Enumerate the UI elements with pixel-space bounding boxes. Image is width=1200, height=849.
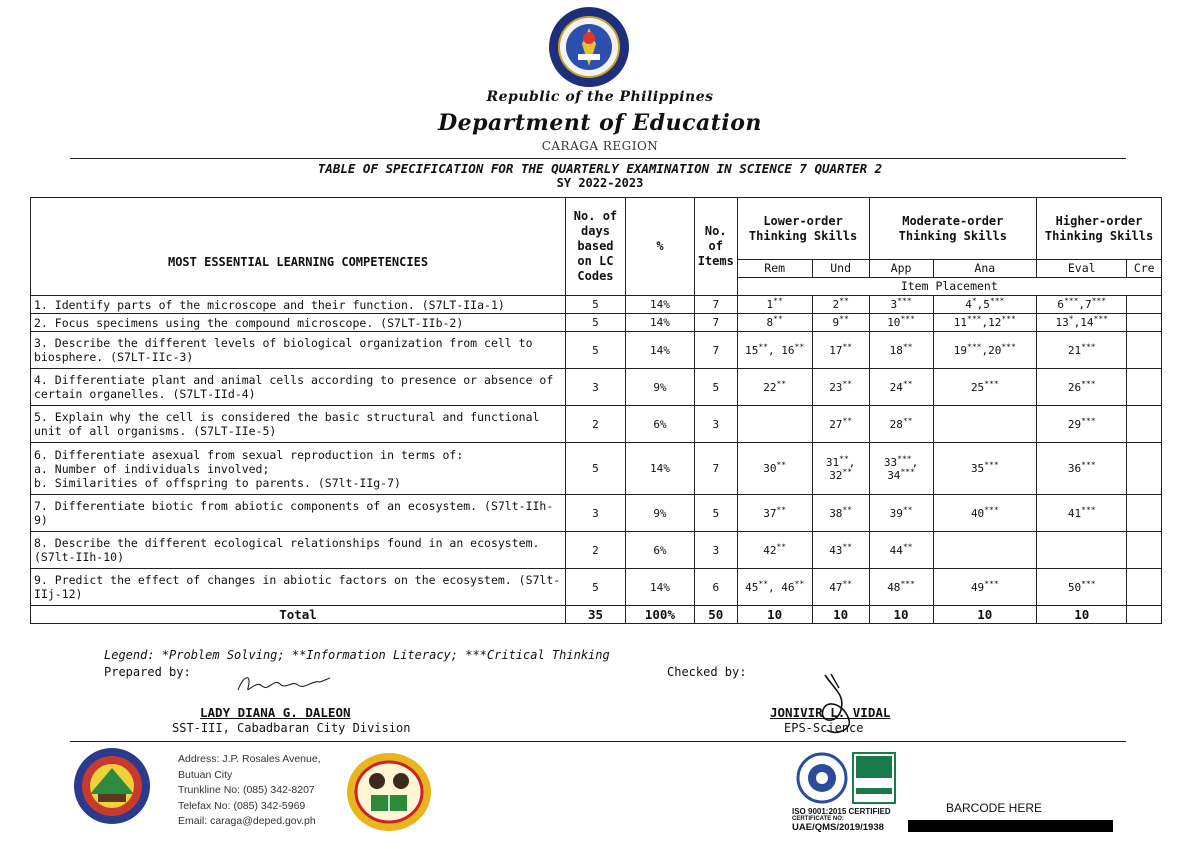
total-items: 50 (694, 606, 737, 624)
cell-eval: 21*** (1037, 332, 1127, 369)
cell-ana: 25*** (933, 369, 1037, 406)
cell-days: 3 (566, 369, 626, 406)
cell-app: 10*** (869, 314, 933, 332)
iso-label: ISO 9001:2015 CERTIFIED (792, 807, 891, 816)
total-app: 10 (869, 606, 933, 624)
cell-items: 7 (694, 443, 737, 495)
cell-competency: 4. Differentiate plant and animal cells according to presence or absence of certain organelles. (S7LT-IId-4) (31, 369, 566, 406)
republic-heading: Republic of the Philippines (486, 89, 714, 105)
header-lower-order: Lower-order Thinking Skills (737, 198, 869, 260)
table-row (31, 569, 1162, 606)
cell-app: 48*** (869, 569, 933, 606)
cell-eval: 50*** (1037, 569, 1127, 606)
cell-percent: 9% (625, 495, 694, 532)
cell-competency: 8. Describe the different ecological relationships found in an ecosystem. (S7lt-IIh-10) (31, 532, 566, 569)
cell-percent: 14% (625, 296, 694, 314)
cell-days: 5 (566, 332, 626, 369)
cell-rem: 22** (737, 369, 812, 406)
header-cre: Cre (1127, 260, 1162, 278)
cell-und: 27** (812, 406, 869, 443)
cell-ana: 49*** (933, 569, 1037, 606)
cell-cre (1127, 495, 1162, 532)
cell-items: 7 (694, 296, 737, 314)
cell-rem: 45**, 46** (737, 569, 812, 606)
cell-competency: 6. Differentiate asexual from sexual reproduction in terms of: a. Number of individuals involved; b. Similarities of offspring to parents. (S7lt-IIg-7) (31, 443, 566, 495)
cell-days: 5 (566, 569, 626, 606)
cell-und: 43** (812, 532, 869, 569)
header-divider (70, 158, 1126, 159)
cell-competency: 5. Explain why the cell is considered the basic structural and functional unit of all organisms. (S7LT-IIe-5) (31, 406, 566, 443)
header-moderate-order: Moderate-order Thinking Skills (869, 198, 1037, 260)
cell-days: 5 (566, 296, 626, 314)
cell-items: 5 (694, 495, 737, 532)
footer-divider (70, 741, 1126, 742)
table-body (31, 296, 1162, 624)
cell-competency: 7. Differentiate biotic from abiotic components of an ecosystem. (S7lt-IIh-9) (31, 495, 566, 532)
cell-ana: 35*** (933, 443, 1037, 495)
cell-eval: 6***,7*** (1037, 296, 1127, 314)
cell-cre (1127, 569, 1162, 606)
table-row (31, 314, 1162, 332)
cell-cre (1127, 296, 1162, 314)
cell-competency: 1. Identify parts of the microscope and their function. (S7LT-IIa-1) (31, 296, 566, 314)
cell-app: 39** (869, 495, 933, 532)
checker-position: EPS-Science (784, 721, 864, 735)
department-heading: Department of Education (438, 110, 762, 136)
cell-items: 3 (694, 406, 737, 443)
ias-accreditation-logo (852, 752, 896, 804)
cell-days: 3 (566, 495, 626, 532)
cell-percent: 14% (625, 569, 694, 606)
header-competency: MOST ESSENTIAL LEARNING COMPETENCIES (31, 198, 566, 296)
trunkline: Trunkline No: (085) 342-8207 (178, 784, 315, 796)
cell-days: 2 (566, 406, 626, 443)
cell-cre (1127, 314, 1162, 332)
total-ana: 10 (933, 606, 1037, 624)
iso-certification-logo (796, 752, 848, 804)
cell-eval: 29*** (1037, 406, 1127, 443)
preparer-signature (234, 670, 334, 698)
contact-info (178, 752, 321, 830)
header-item-placement: Item Placement (737, 278, 1161, 296)
cell-eval (1037, 532, 1127, 569)
cell-competency: 9. Predict the effect of changes in abiotic factors on the ecosystem. (S7lt-IIj-12) (31, 569, 566, 606)
cell-cre (1127, 332, 1162, 369)
cell-days: 5 (566, 314, 626, 332)
total-percent: 100% (625, 606, 694, 624)
cell-ana: 11***,12*** (933, 314, 1037, 332)
header-app: App (869, 260, 933, 278)
header-und: Und (812, 260, 869, 278)
cell-percent: 14% (625, 332, 694, 369)
cell-items: 3 (694, 532, 737, 569)
document-title: TABLE OF SPECIFICATION FOR THE QUARTERLY EXAMINATION IN SCIENCE 7 QUARTER 2 (317, 161, 883, 176)
header-higher-order: Higher-order Thinking Skills (1037, 198, 1162, 260)
specification-table (30, 197, 1162, 624)
table-row (31, 369, 1162, 406)
table-row (31, 532, 1162, 569)
table-row (31, 296, 1162, 314)
cell-percent: 6% (625, 532, 694, 569)
caraga-region-seal-logo (72, 746, 152, 826)
cell-ana: 4*,5*** (933, 296, 1037, 314)
header-percent: % (625, 198, 694, 296)
cell-und: 23** (812, 369, 869, 406)
cell-percent: 9% (625, 369, 694, 406)
cell-rem: 15**, 16** (737, 332, 812, 369)
table-row (31, 406, 1162, 443)
cell-ana: 19***,20*** (933, 332, 1037, 369)
cell-items: 7 (694, 332, 737, 369)
barcode (908, 820, 1113, 832)
region-heading: CARAGA REGION (541, 139, 659, 153)
cell-eval: 26*** (1037, 369, 1127, 406)
cell-eval: 13*,14*** (1037, 314, 1127, 332)
cell-und: 2** (812, 296, 869, 314)
cell-competency: 3. Describe the different levels of biological organization from cell to biosphere. (S7LT-IIc-3) (31, 332, 566, 369)
header-ana: Ana (933, 260, 1037, 278)
cell-app: 18** (869, 332, 933, 369)
certificate-number: UAE/QMS/2019/1938 (792, 822, 884, 833)
header-days: No. of days based on LC Codes (566, 198, 626, 296)
cell-app: 3*** (869, 296, 933, 314)
legend: Legend: *Problem Solving; **Information Literacy; ***Critical Thinking (104, 648, 610, 662)
email: Email: caraga@deped.gov.ph (178, 815, 316, 827)
table-row (31, 332, 1162, 369)
cell-ana (933, 532, 1037, 569)
barcode-label: BARCODE HERE (946, 801, 1043, 815)
cell-und: 9** (812, 314, 869, 332)
cell-app: 24** (869, 369, 933, 406)
cell-items: 6 (694, 569, 737, 606)
cell-und: 31**, 32** (812, 443, 869, 495)
deped-seal-logo (548, 6, 630, 88)
address-line-2: Butuan City (178, 768, 233, 781)
total-row (31, 606, 1162, 624)
cell-cre (1127, 443, 1162, 495)
cell-eval: 41*** (1037, 495, 1127, 532)
header-rem: Rem (737, 260, 812, 278)
cell-app: 28** (869, 406, 933, 443)
certificate-label: CERTIFICATE NO: (792, 816, 844, 822)
total-und: 10 (812, 606, 869, 624)
cell-eval: 36*** (1037, 443, 1127, 495)
cell-percent: 14% (625, 443, 694, 495)
cell-ana: 40*** (933, 495, 1037, 532)
cell-percent: 14% (625, 314, 694, 332)
cell-und: 17** (812, 332, 869, 369)
address-line-1: Address: J.P. Rosales Avenue, (178, 753, 321, 765)
cell-items: 5 (694, 369, 737, 406)
cell-rem (737, 406, 812, 443)
preparer-name: LADY DIANA G. DALEON (200, 705, 351, 720)
iso-certificate-info (792, 807, 891, 832)
checked-by-label: Checked by: (667, 665, 747, 679)
cell-ana (933, 406, 1037, 443)
total-rem: 10 (737, 606, 812, 624)
cell-cre (1127, 532, 1162, 569)
cell-und: 47** (812, 569, 869, 606)
cell-percent: 6% (625, 406, 694, 443)
checker-name: JONIVIR L. VIDAL (770, 705, 891, 720)
cell-competency: 2. Focus specimens using the compound microscope. (S7LT-IIb-2) (31, 314, 566, 332)
cell-days: 5 (566, 443, 626, 495)
cell-app: 44** (869, 532, 933, 569)
cell-app: 33***, 34*** (869, 443, 933, 495)
telefax: Telefax No: (085) 342-5969 (178, 799, 306, 812)
preparer-position: SST-III, Cabadbaran City Division (172, 721, 411, 735)
header-items: No. of Items (694, 198, 737, 296)
cell-cre (1127, 406, 1162, 443)
table-row (31, 495, 1162, 532)
cell-rem: 42** (737, 532, 812, 569)
total-cre (1127, 606, 1162, 624)
prepared-by-label: Prepared by: (104, 665, 191, 679)
cell-rem: 8** (737, 314, 812, 332)
cell-und: 38** (812, 495, 869, 532)
cell-cre (1127, 369, 1162, 406)
cell-rem: 1** (737, 296, 812, 314)
cell-items: 7 (694, 314, 737, 332)
cell-rem: 37** (737, 495, 812, 532)
total-days: 35 (566, 606, 626, 624)
header-eval: Eval (1037, 260, 1127, 278)
total-eval: 10 (1037, 606, 1127, 624)
cell-days: 2 (566, 532, 626, 569)
reading-program-logo (345, 751, 433, 833)
table-row (31, 443, 1162, 495)
total-label: Total (31, 606, 566, 624)
school-year: SY 2022-2023 (556, 176, 644, 190)
cell-rem: 30** (737, 443, 812, 495)
